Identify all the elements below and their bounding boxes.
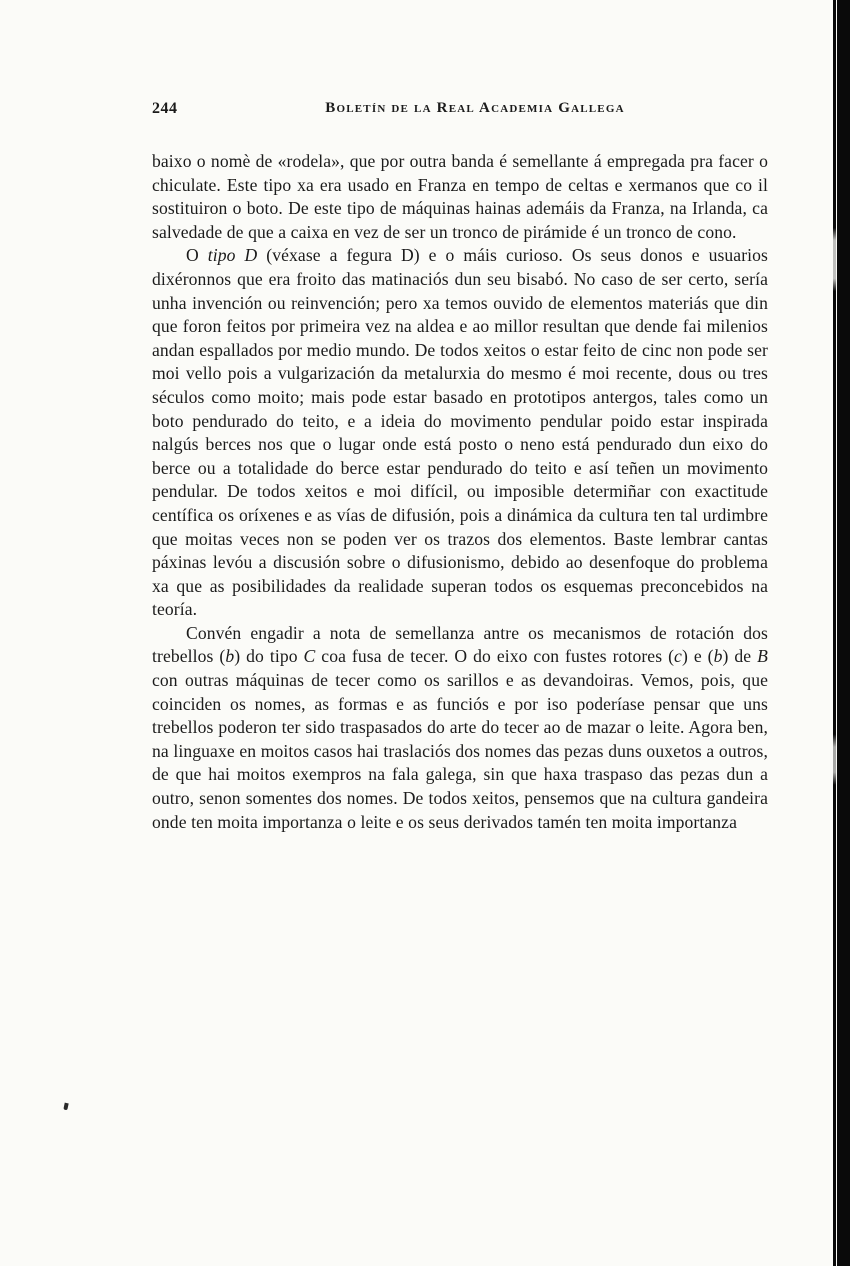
italic-text: c xyxy=(674,646,682,667)
body-text xyxy=(152,150,768,834)
paragraph xyxy=(152,150,768,244)
text-run: O xyxy=(186,245,208,266)
italic-text: b xyxy=(713,646,723,667)
paragraph xyxy=(152,244,768,622)
italic-text: C xyxy=(303,646,316,667)
italic-text: b xyxy=(225,646,235,667)
text-run: ) do tipo xyxy=(234,646,304,667)
italic-text: tipo D xyxy=(207,245,258,266)
page-header xyxy=(152,100,768,122)
text-run: ) e ( xyxy=(681,646,714,667)
text-run: con outras máquinas de tecer como os sarillos e as devandoiras. Vemos, pois, que coinciden os nomes, as formas e as funciós e por iso poderíase pensar que uns trebellos poderon ter sido traspasados do arte do tecer ao de mazar o leite. Agora ben, na linguaxe en moitos casos hai traslaciós dos nomes das pezas duns ouxetos a outros, de que hai moitos exempros na fala galega, sin que haxa traspaso das pezas dun a outro, senon somentes dos nomes. De todos xeitos, pensemos que na cultura gandeira onde ten moita importanza o leite e os seus derivados tamén ten moita importanza xyxy=(152,670,768,832)
italic-text: B xyxy=(757,646,768,667)
text-run: ) de xyxy=(722,646,758,667)
scan-edge-line xyxy=(833,0,836,1266)
paragraph xyxy=(152,622,768,834)
text-run: (véxase a fegura D) e o máis curioso. Os seus donos e usuarios dixéronnos que era froito das matinaciós dun seu bisabó. No caso de ser certo, sería unha invención ou reinvención; pero xa temos ouvido de elementos materiás que din que foron feitos por primeira vez na aldea e ao millor resultan que dende fai milenios andan espallados por medio mundo. De todos xeitos o estar feito de cinc non pode ser moi vello pois a vulgarización da metalurxia do mesmo é moi recente, dous ou tres séculos como moito; mais pode estar basado en prototipos antergos, tales como un boto pendurado do teito, e a ideia do movimento pendular poido estar inspirada nalgús berces nos que o lugar onde está posto o neno está pendurado dun eixo do berce ou a totalidade do berce estar pendurado do teito e así teñen un movimento pendular. De todos xeitos e moi difícil, ou imposible determiñar con exactitude centífica os oríxenes e as vías de difusión, pois a dinámica da cultura ten tal urdimbre que moitas veces non se poden ver os trazos dos elementos. Baste lembrar cantas páxinas levóu a discusión sobre o difusionismo, debido ao desenfoque do problema xa que as posibilidades da realidade superan todos os esquemas preconcebidos na teoría. xyxy=(152,245,769,620)
text-run: coa fusa de tecer. O do eixo con fustes rotores ( xyxy=(315,646,675,667)
text-run: baixo o nomè de «rodela», que por outra banda é semellante á empregada pra facer o chiculate. Este tipo xa era usado en Franza en tempo de celtas e xermanos que co il sostituiron o boto. De este tipo de máquinas hainas ademáis da Franza, na Irlanda, ca salvedade de que a caixa en vez de ser un tronco de pirámide é un tronco de cono. xyxy=(152,151,768,242)
page-number: 244 xyxy=(152,100,178,117)
scan-speck xyxy=(63,1103,68,1111)
journal-title: Boletín de la Real Academia Gallega xyxy=(325,100,625,116)
scan-edge-artifact xyxy=(837,0,850,1266)
text-run: Convén engadir a nota de semellanza antre os mecanismos de rotación dos trebellos ( xyxy=(152,622,768,667)
